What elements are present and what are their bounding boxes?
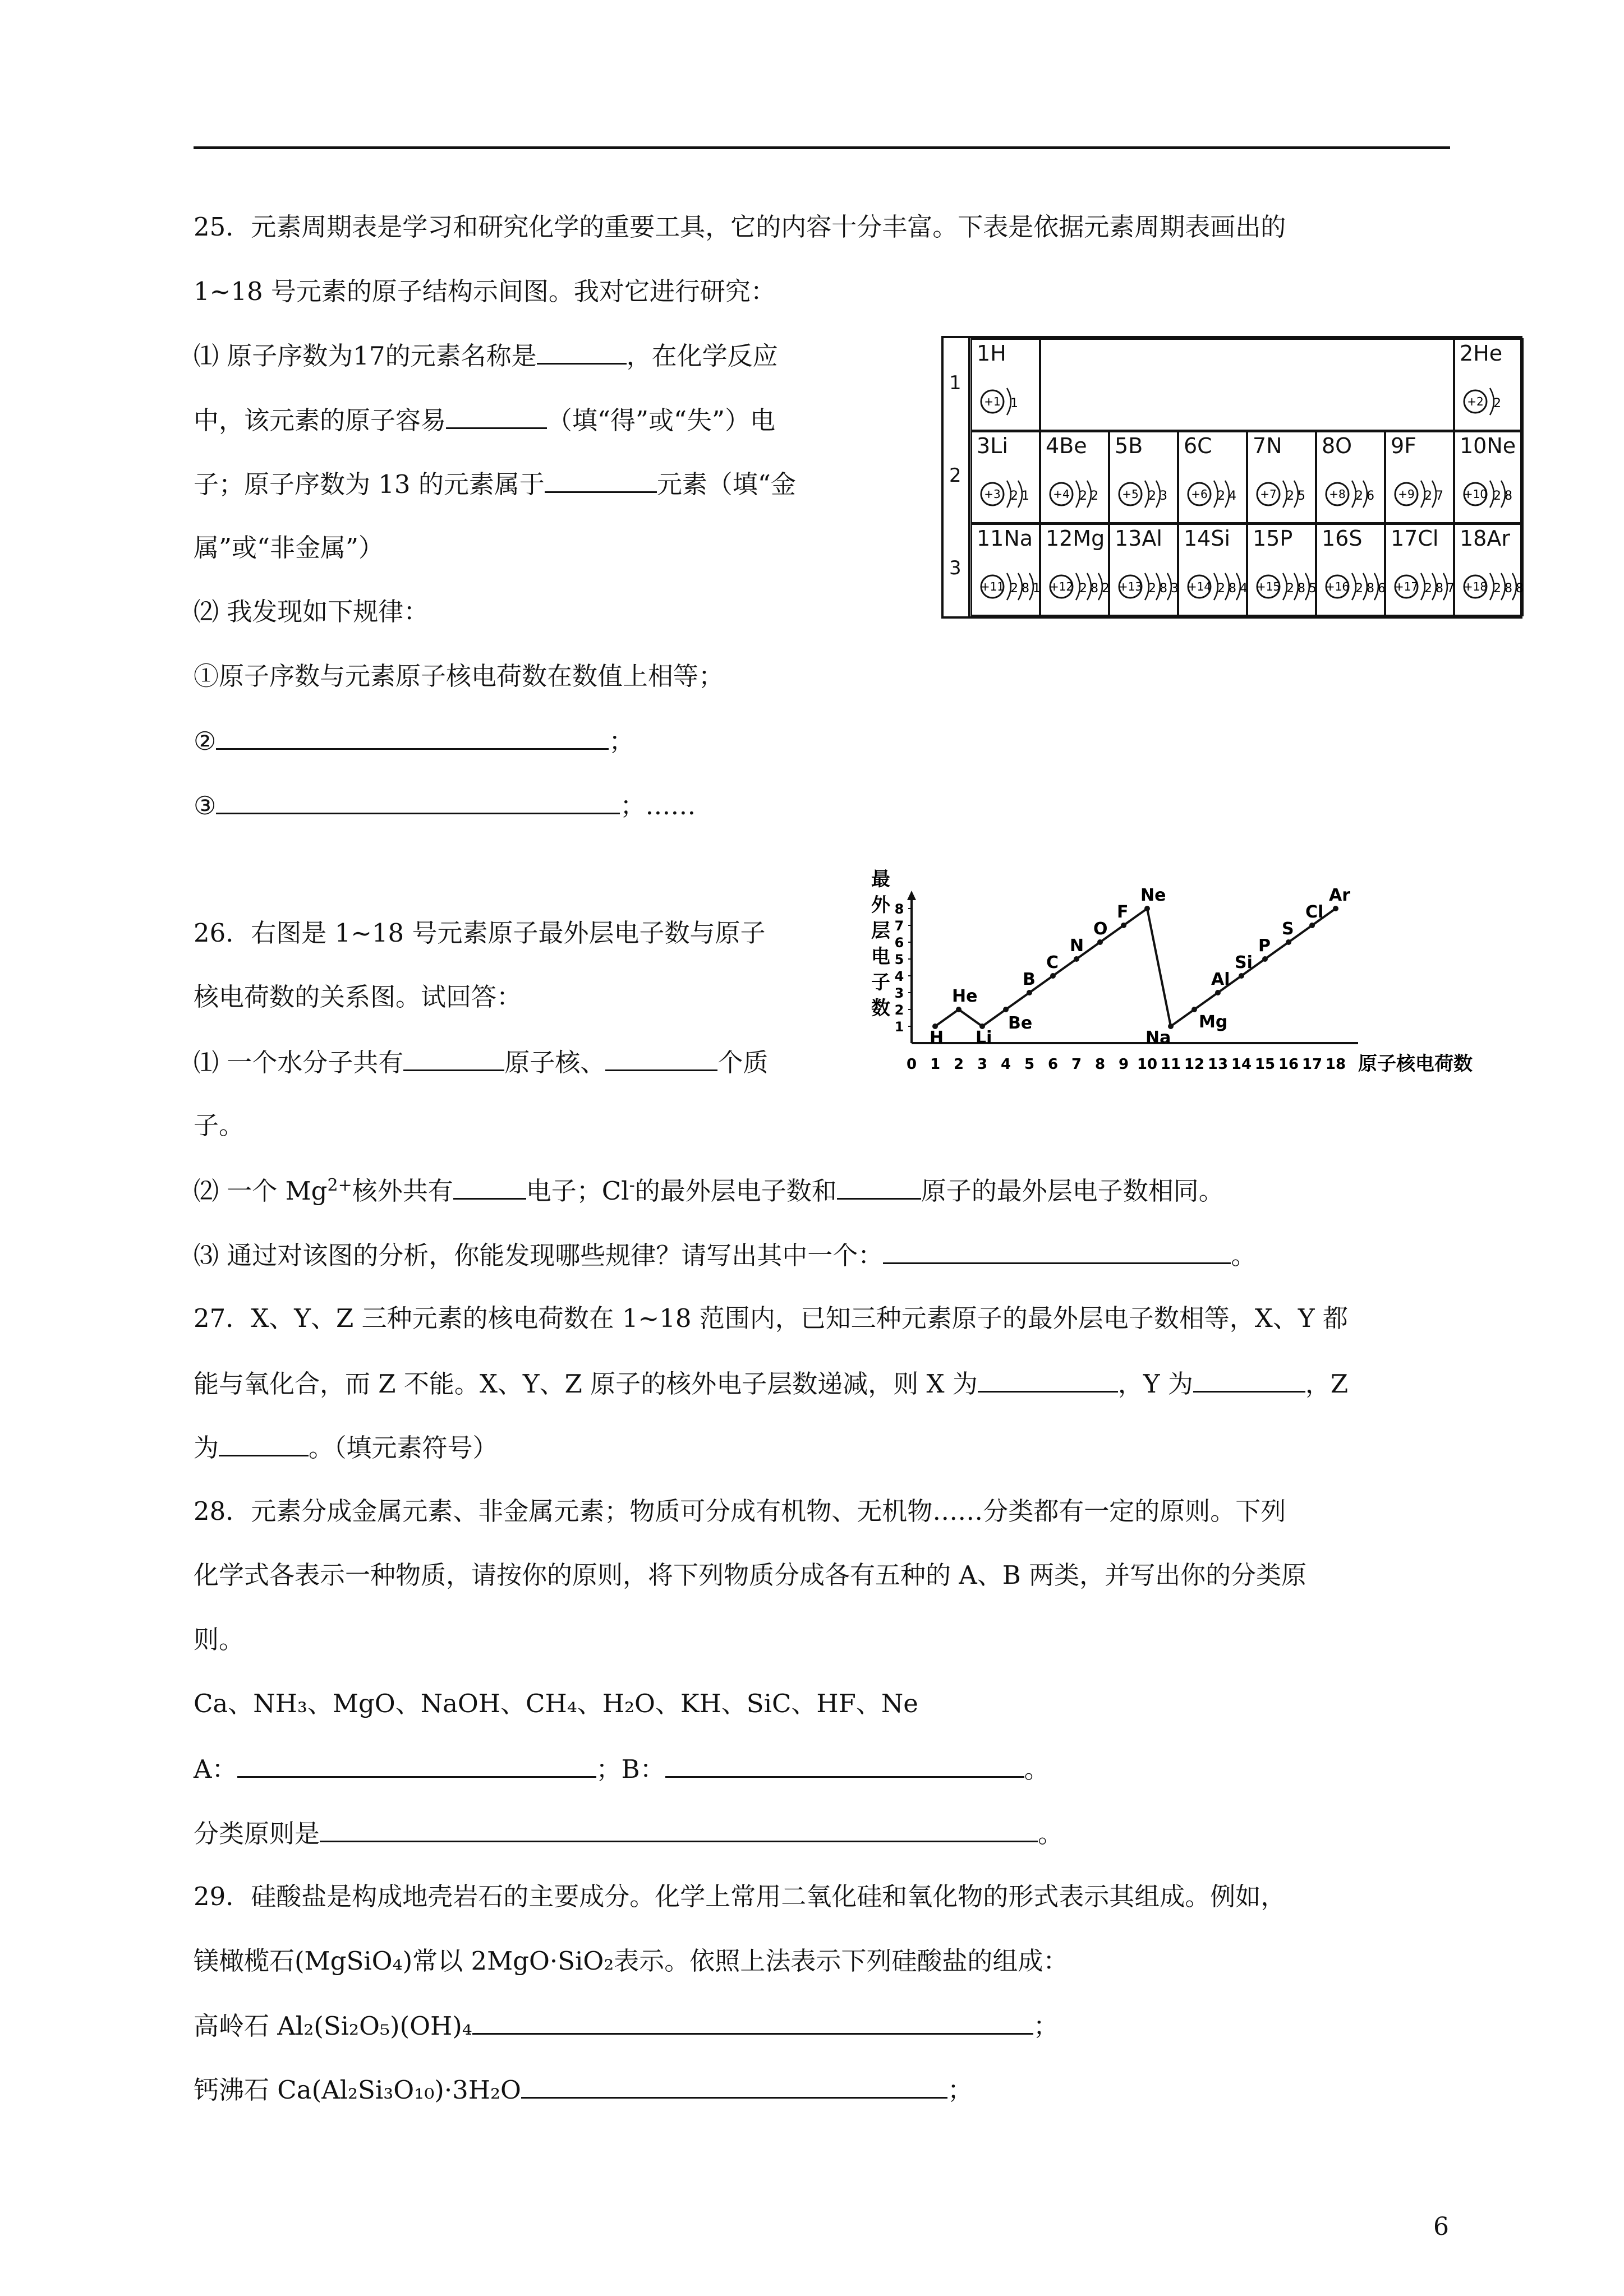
svg-text:+7: +7: [1260, 487, 1277, 501]
atom-structure-icon: [1185, 564, 1246, 609]
element-symbol: 18Ar: [1460, 526, 1510, 551]
answer-blank[interactable]: [472, 2008, 1033, 2035]
point-label: N: [1070, 936, 1084, 956]
atom-structure-icon: [1461, 379, 1522, 424]
element-symbol: 14Si: [1184, 526, 1231, 551]
svg-text:2: 2: [1102, 582, 1110, 596]
x-tick-label: 15: [1254, 1056, 1276, 1073]
data-point: [1333, 906, 1338, 911]
atom-structure-icon: [1254, 472, 1315, 517]
answer-blank[interactable]: [320, 1816, 1038, 1842]
y-tick-label: 7: [894, 918, 904, 934]
element-symbol: 4Be: [1046, 434, 1087, 458]
answer-blank[interactable]: [403, 1045, 504, 1071]
element-symbol: 1H: [977, 341, 1006, 366]
atom-structure-icon: [978, 564, 1039, 609]
page-number: 6: [1433, 2212, 1449, 2241]
x-tick-label: 6: [1047, 1056, 1059, 1073]
data-point: [1239, 973, 1244, 979]
atom-structure-icon: [1047, 472, 1108, 517]
svg-text:+16: +16: [1325, 580, 1350, 593]
element-cell: [1246, 431, 1317, 524]
element-cell: [1246, 523, 1317, 616]
answer-blank[interactable]: [883, 1238, 1231, 1264]
answer-blank[interactable]: [216, 723, 609, 750]
q26-part1-line-2: 子。: [194, 1110, 245, 1140]
y-axis-label-char: 电: [871, 946, 890, 968]
x-tick-label: 8: [1094, 1056, 1106, 1073]
svg-text:5: 5: [1298, 489, 1305, 503]
answer-blank[interactable]: [665, 1751, 1024, 1778]
svg-text:8: 8: [1505, 489, 1512, 503]
svg-text:2: 2: [1010, 489, 1018, 503]
svg-text:+1: +1: [984, 395, 1001, 408]
element-symbol: 9F: [1391, 434, 1417, 458]
q25-rule-3: ③ ；……: [194, 788, 696, 823]
q27-line-3: 为 。（填元素符号）: [194, 1430, 498, 1465]
svg-text:+6: +6: [1191, 487, 1208, 501]
element-symbol: 15P: [1253, 526, 1293, 551]
point-label: B: [1023, 970, 1036, 989]
svg-text:+12: +12: [1049, 580, 1074, 593]
period-label: 3: [949, 557, 961, 579]
svg-text:+2: +2: [1467, 395, 1484, 408]
svg-text:7: 7: [1447, 582, 1455, 596]
q28-line-2: 化学式各表示一种物质，请按你的原则，将下列物质分成各有五种的 A、B 两类，并写出你的分类原: [194, 1560, 1307, 1590]
x-tick-label: 1: [930, 1056, 941, 1073]
svg-text:2: 2: [1424, 489, 1432, 503]
svg-text:2: 2: [1286, 582, 1294, 596]
y-axis-label-char: 层: [871, 920, 890, 942]
x-tick-label: 16: [1278, 1056, 1299, 1073]
series-line: [935, 909, 1336, 1026]
element-symbol: 8O: [1322, 434, 1352, 458]
svg-text:8: 8: [1367, 582, 1374, 596]
element-cell: [1177, 523, 1248, 616]
svg-text:2: 2: [1217, 489, 1225, 503]
q25-rule-1: ①原子序数与元素原子核电荷数在数值上相等；: [194, 661, 724, 691]
svg-text:2: 2: [1493, 397, 1501, 411]
point-label: F: [1117, 902, 1129, 922]
table-divider: [968, 338, 970, 616]
svg-text:+17: +17: [1394, 580, 1419, 593]
q26-part1-line: ⑴ 一个水分子共有 原子核、 个质: [194, 1045, 768, 1080]
point-label: Ar: [1329, 886, 1351, 905]
atom-structure-icon: [1461, 564, 1522, 609]
electron-chart: [861, 868, 1495, 1082]
q25-part1-line-3: 子；原子序数为 13 的元素属于 元素（填“金: [194, 467, 796, 501]
element-cell: [1384, 431, 1455, 524]
q26-line-2: 核电荷数的关系图。试回答：: [194, 982, 522, 1012]
data-point: [1003, 1007, 1009, 1012]
svg-text:8: 8: [1022, 582, 1029, 596]
answer-blank[interactable]: [521, 2072, 947, 2099]
point-label: Si: [1235, 953, 1253, 972]
y-tick-label: 3: [894, 985, 904, 1001]
svg-text:+4: +4: [1053, 487, 1070, 501]
x-tick-label: 11: [1160, 1056, 1181, 1073]
point-label: Na: [1145, 1028, 1171, 1048]
x-tick-label: 4: [1000, 1056, 1011, 1073]
element-symbol: 11Na: [977, 526, 1033, 551]
x-tick-label: 12: [1184, 1056, 1205, 1073]
atom-structure-icon: [1323, 472, 1384, 517]
period-label: 1: [949, 372, 961, 394]
data-point: [1121, 923, 1126, 928]
x-tick-label: 2: [953, 1056, 964, 1073]
data-point: [1191, 1007, 1197, 1012]
answer-blank[interactable]: [446, 403, 547, 429]
data-point: [1144, 906, 1150, 911]
element-cell: [1108, 523, 1179, 616]
x-tick-label: 10: [1137, 1056, 1158, 1073]
atom-structure-icon: [1323, 564, 1384, 609]
y-axis-label-char: 数: [871, 997, 890, 1020]
data-point: [1097, 939, 1103, 945]
svg-text:+15: +15: [1256, 580, 1281, 593]
x-tick-label: 7: [1071, 1056, 1082, 1073]
q28-substances: Ca、NH₃、MgO、NaOH、CH₄、H₂O、KH、SiC、HF、Ne: [194, 1689, 918, 1718]
element-cell: [1453, 431, 1524, 524]
data-point: [1050, 973, 1056, 979]
q29-line-2: 镁橄榄石(MgSiO₄)常以 2MgO·SiO₂表示。依照上法表示下列硅酸盐的组成：: [194, 1946, 1069, 1976]
element-cell: [1453, 338, 1524, 431]
element-symbol: 17Cl: [1391, 526, 1439, 551]
atom-structure-icon: [1254, 564, 1315, 609]
svg-text:7: 7: [1436, 489, 1443, 503]
svg-text:4: 4: [1229, 489, 1236, 503]
y-tick-label: 8: [894, 901, 904, 917]
y-axis-arrow: [907, 891, 916, 900]
x-tick-label: 9: [1118, 1056, 1129, 1073]
point-label: Ne: [1140, 886, 1166, 905]
y-tick-label: 4: [894, 969, 904, 984]
data-point: [1215, 990, 1221, 995]
atom-structure-icon: [1392, 472, 1453, 517]
q25-line-1: 25．元素周期表是学习和研究化学的重要工具，它的内容十分丰富。下表是依据元素周期表画出的: [194, 212, 1286, 242]
svg-text:8: 8: [1505, 582, 1512, 596]
atom-structure-icon: [1116, 564, 1177, 609]
x-tick-label: 14: [1231, 1056, 1252, 1073]
point-label: C: [1046, 953, 1059, 972]
svg-text:2: 2: [1079, 582, 1087, 596]
element-cell: [1039, 523, 1110, 616]
element-symbol: 13Al: [1115, 526, 1162, 551]
answer-blank[interactable]: [237, 1751, 596, 1778]
element-symbol: 5B: [1115, 434, 1143, 458]
answer-blank[interactable]: [545, 467, 657, 493]
svg-text:+3: +3: [984, 487, 1001, 501]
data-point: [1074, 956, 1079, 962]
svg-text:6: 6: [1378, 582, 1386, 596]
svg-text:2: 2: [1355, 489, 1363, 503]
svg-text:2: 2: [1355, 582, 1363, 596]
q26-part3-line: ⑶ 通过对该图的分析，你能发现哪些规律？请写出其中一个： 。: [194, 1238, 1256, 1273]
answer-blank[interactable]: [978, 1366, 1118, 1393]
data-point: [1309, 923, 1315, 928]
periodic-table-diagram: [941, 336, 1522, 619]
q25-part2-line: ⑵ 我发现如下规律：: [194, 597, 429, 626]
atom-structure-icon: [1392, 564, 1453, 609]
q25-rule-2: ② ；: [194, 723, 634, 758]
y-axis-label-char: 子: [871, 971, 890, 994]
point-label: Li: [976, 1028, 992, 1048]
svg-text:1: 1: [1033, 582, 1041, 596]
q29-mineral-1: 高岭石 Al₂(Si₂O₅)(OH)₄ ；: [194, 2008, 1059, 2043]
element-cell: [1453, 523, 1524, 616]
svg-text:1: 1: [1022, 489, 1029, 503]
q29-mineral-2: 钙沸石 Ca(Al₂Si₃O₁₀)·3H₂O ；: [194, 2072, 973, 2107]
answer-blank[interactable]: [837, 1173, 921, 1200]
svg-text:2: 2: [1148, 489, 1156, 503]
x-tick-label: 18: [1325, 1056, 1346, 1073]
element-cell: [970, 338, 1041, 431]
x-tick-label: 0: [906, 1056, 917, 1073]
y-tick-label: 2: [894, 1002, 904, 1018]
element-cell: [1177, 431, 1248, 524]
svg-text:+13: +13: [1118, 580, 1143, 593]
header-rule: [194, 146, 1450, 149]
q25-part1-line-2: 中，该元素的原子容易 （填“得”或“失”）电: [194, 403, 775, 437]
x-axis-label: 原子核电荷数: [1358, 1053, 1473, 1075]
svg-text:8: 8: [1298, 582, 1305, 596]
y-tick-label: 5: [894, 952, 904, 967]
y-tick-label: 6: [894, 935, 904, 951]
q28-line-3: 则。: [194, 1625, 245, 1654]
answer-blank[interactable]: [216, 788, 620, 814]
svg-text:1: 1: [1010, 397, 1018, 411]
svg-text:2: 2: [1010, 582, 1018, 596]
point-label: Be: [1008, 1013, 1033, 1033]
element-symbol: 16S: [1322, 526, 1363, 551]
svg-text:+14: +14: [1187, 580, 1212, 593]
element-symbol: 3Li: [977, 434, 1008, 458]
svg-text:+10: +10: [1463, 487, 1488, 501]
svg-text:+9: +9: [1398, 487, 1415, 501]
element-symbol: 12Mg: [1046, 526, 1105, 551]
data-point: [1027, 990, 1032, 995]
atom-structure-icon: [1047, 564, 1108, 609]
svg-text:2: 2: [1424, 582, 1432, 596]
element-symbol: 2He: [1460, 341, 1503, 366]
svg-text:2: 2: [1091, 489, 1098, 503]
svg-text:6: 6: [1367, 489, 1374, 503]
point-label: P: [1258, 936, 1271, 956]
point-label: Al: [1211, 970, 1230, 989]
empty-span-cell: [1039, 338, 1455, 431]
q27-line-2: 能与氧化合，而 Z 不能。X、Y、Z 原子的核外电子层数递减，则 X 为 ，Y 为 ，Z: [194, 1366, 1348, 1401]
x-tick-label: 13: [1207, 1056, 1229, 1073]
svg-text:5: 5: [1309, 582, 1317, 596]
atom-structure-icon: [1116, 472, 1177, 517]
svg-text:8: 8: [1160, 582, 1167, 596]
svg-text:2: 2: [1493, 582, 1501, 596]
svg-text:2: 2: [1217, 582, 1225, 596]
q29-line-1: 29．硅酸盐是构成地壳岩石的主要成分。化学上常用二氧化硅和氧化物的形式表示其组成。例如，: [194, 1882, 1286, 1911]
y-axis-label-char: 最: [871, 868, 890, 891]
period-label: 2: [949, 464, 961, 487]
q27-line-1: 27．X、Y、Z 三种元素的核电荷数在 1~18 范围内，已知三种元素原子的最外层电子数相等，X、Y 都: [194, 1303, 1348, 1333]
svg-text:8: 8: [1516, 582, 1524, 596]
q28-rule-line: 分类原则是 。: [194, 1816, 1063, 1851]
answer-blank[interactable]: [1193, 1366, 1305, 1393]
svg-text:2: 2: [1493, 489, 1501, 503]
q26-part2-line: ⑵ 一个 $Mg^{2+}$核外共有 电子；Cl-的最外层电子数和 原子的最外层电子数相同。: [194, 1173, 1224, 1208]
element-symbol: 10Ne: [1460, 434, 1516, 458]
q28-line-1: 28．元素分成金属元素、非金属元素；物质可分成有机物、无机物……分类都有一定的原则。下列: [194, 1496, 1286, 1526]
data-point: [956, 1007, 961, 1012]
svg-text:8: 8: [1229, 582, 1236, 596]
svg-text:+5: +5: [1122, 487, 1139, 501]
element-cell: [1108, 431, 1179, 524]
q26-line-1: 26．右图是 1~18 号元素原子最外层电子数与原子: [194, 918, 766, 948]
q25-line-2: 1~18 号元素的原子结构示间图。我对它进行研究：: [194, 276, 776, 306]
answer-blank[interactable]: [605, 1045, 717, 1071]
element-cell: [1039, 431, 1110, 524]
point-label: H: [930, 1028, 944, 1048]
x-tick-label: 5: [1024, 1056, 1035, 1073]
answer-blank[interactable]: [453, 1173, 526, 1200]
y-axis-label-char: 外: [871, 894, 890, 916]
element-cell: [970, 523, 1041, 616]
element-cell: [1315, 523, 1386, 616]
atom-structure-icon: [978, 472, 1039, 517]
svg-text:3: 3: [1171, 582, 1179, 596]
svg-text:2: 2: [1148, 582, 1156, 596]
q25-part1-line-4: 属”或“非金属”）: [194, 533, 384, 563]
svg-text:+8: +8: [1329, 487, 1346, 501]
q28-answer-line: A： ；B： 。: [194, 1751, 1050, 1786]
atom-structure-icon: [1185, 472, 1246, 517]
element-symbol: 7N: [1253, 434, 1282, 458]
x-tick-label: 17: [1301, 1056, 1323, 1073]
atom-structure-icon: [978, 379, 1039, 424]
point-label: Cl: [1305, 902, 1324, 922]
element-cell: [970, 431, 1041, 524]
point-label: S: [1282, 919, 1294, 939]
svg-text:2: 2: [1079, 489, 1087, 503]
q25-part1-line-1: ⑴ 原子序数为17的元素名称是 ，在化学反应: [194, 338, 778, 373]
answer-blank[interactable]: [219, 1430, 309, 1456]
svg-text:8: 8: [1091, 582, 1098, 596]
point-label: O: [1093, 919, 1108, 939]
point-label: Mg: [1199, 1012, 1228, 1032]
y-tick-label: 1: [894, 1019, 904, 1035]
x-tick-label: 3: [977, 1056, 988, 1073]
svg-text:+11: +11: [980, 580, 1005, 593]
data-point: [1262, 956, 1268, 962]
point-label: He: [952, 986, 978, 1006]
element-cell: [1315, 431, 1386, 524]
element-cell: [1384, 523, 1455, 616]
svg-text:4: 4: [1240, 582, 1248, 596]
answer-blank[interactable]: [537, 338, 627, 365]
svg-text:+18: +18: [1463, 580, 1488, 593]
element-symbol: 6C: [1184, 434, 1212, 458]
svg-text:8: 8: [1436, 582, 1443, 596]
atom-structure-icon: [1461, 472, 1522, 517]
svg-text:2: 2: [1286, 489, 1294, 503]
svg-text:3: 3: [1160, 489, 1167, 503]
data-point: [1286, 939, 1291, 945]
